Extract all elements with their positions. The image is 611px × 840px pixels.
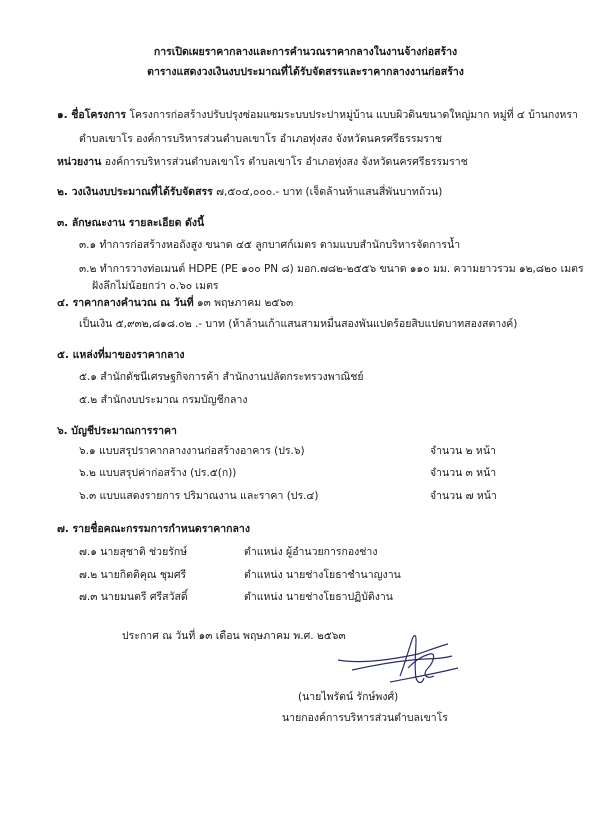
boq-item-6-1-pages: จำนวน ๒ หน้า — [430, 445, 496, 457]
committee-member-7-1-position: ตำแหน่ง ผู้อำนวยการกองช่าง — [244, 546, 378, 558]
bill-of-quantities-heading: ๖. บัญชีประมาณการราคา — [57, 425, 177, 437]
boq-item-6-2-pages: จำนวน ๓ หน้า — [430, 467, 497, 479]
boq-item-6-2: ๖.๒ แบบสรุปค่าก่อสร้าง (ปร.๕(ก)) — [79, 467, 237, 479]
budget-line: ๒. วงเงินงบประมาณที่ได้รับจัดสรร ๗,๕๐๔,๐๐๐.- บาท (เจ็ดล้านห้าแสนสี่พันบาทถ้วน) — [57, 186, 443, 198]
doc-title-line2: ตารางแสดงวงเงินงบประมาณที่ได้รับจัดสรรและราคากลางงานก่อสร้าง — [147, 66, 464, 78]
median-price-amount: เป็นเงิน ๕,๙๓๒,๘๑๘.๐๒ .- บาท (ห้าล้านเก้าแสนสามหมื่นสองพันแปดร้อยสิบแปดบาทสองสตางค์) — [79, 318, 518, 330]
committee-member-7-3: ๗.๓ นายมนตรี ศรีสวัสดิ์ — [79, 591, 188, 603]
handwritten-signature — [330, 630, 480, 690]
committee-heading: ๗. รายชื่อคณะกรรมการกำหนดราคากลาง — [57, 523, 250, 535]
committee-member-7-2: ๗.๒ นายกิตติคุณ ชุมศรี — [79, 569, 187, 581]
project-name-line1: ๑. ชื่อโครงการ โครงการก่อสร้างปรับปรุงซ่อมแซมระบบประปาหมู่บ้าน แบบผิวดินขนาดใหญ่มาก หมู่ที่ ๔ บ้านกงหรา — [57, 109, 578, 121]
work-item-3-2-line1: ๓.๒ ทำการวางท่อเมนต์ HDPE (PE ๑๐๐ PN ๘) มอก.๗๘๒-๒๕๕๖ ขนาด ๑๑๐ มม. ความยาวรวม ๑๒,๘๒๐ เมตร — [79, 263, 584, 275]
boq-item-6-3: ๖.๓ แบบแสดงรายการ ปริมาณงาน และราคา (ปร.๔) — [79, 490, 319, 502]
work-item-3-2-line2: ฝังลึกไม่น้อยกว่า ๐.๖๐ เมตร — [92, 280, 219, 292]
committee-member-7-2-position: ตำแหน่ง นายช่างโยธาชำนาญงาน — [244, 569, 401, 581]
boq-item-6-3-pages: จำนวน ๗ หน้า — [430, 490, 497, 502]
price-source-5-1: ๕.๑ สำนักดัชนีเศรษฐกิจการค้า สำนักงานปลัดกระทรวงพาณิชย์ — [79, 371, 364, 383]
boq-item-6-1: ๖.๑ แบบสรุปราคากลางงานก่อสร้างอาคาร (ปร.๖) — [79, 445, 305, 457]
work-item-3-1: ๓.๑ ทำการก่อสร้างหอถังสูง ขนาด ๔๕ ลูกบาศก์เมตร ตามแบบสำนักบริหารจัดการน้ำ — [79, 239, 461, 251]
committee-member-7-3-position: ตำแหน่ง นายช่างโยธาปฏิบัติงาน — [244, 591, 393, 603]
project-name-line2: ตำบลเขาโร องค์การบริหารส่วนตำบลเขาโร อำเภอทุ่งสง จังหวัดนครศรีธรรมราช — [79, 133, 443, 145]
announcement-date: ประกาศ ณ วันที่ ๑๓ เดือน พฤษภาคม พ.ศ. ๒๕๖๓ — [122, 630, 346, 642]
work-nature-heading: ๓. ลักษณะงาน รายละเอียด ดังนี้ — [57, 217, 205, 229]
median-price-date-line: ๔. ราคากลางคำนวณ ณ วันที่ ๑๓ พฤษภาคม ๒๕๖๓ — [57, 297, 294, 309]
signer-position: นายกองค์การบริหารส่วนตำบลเขาโร — [282, 712, 448, 724]
agency-line: หน่วยงาน องค์การบริหารส่วนตำบลเขาโร ตำบลเขาโร อำเภอทุ่งสง จังหวัดนครศรีธรรมราช — [57, 156, 468, 168]
doc-title-line1: การเปิดเผยราคากลางและการคำนวณราคากลางในงานจ้างก่อสร้าง — [153, 46, 458, 58]
signer-name: (นายไพรัตน์ รักษ์พงศ์) — [298, 691, 399, 703]
committee-member-7-1: ๗.๑ นายสุชาติ ช่วยรักษ์ — [79, 546, 188, 558]
price-source-5-2: ๕.๒ สำนักงบประมาณ กรมบัญชีกลาง — [79, 394, 248, 406]
price-source-heading: ๕. แหล่งที่มาของราคากลาง — [57, 349, 185, 361]
